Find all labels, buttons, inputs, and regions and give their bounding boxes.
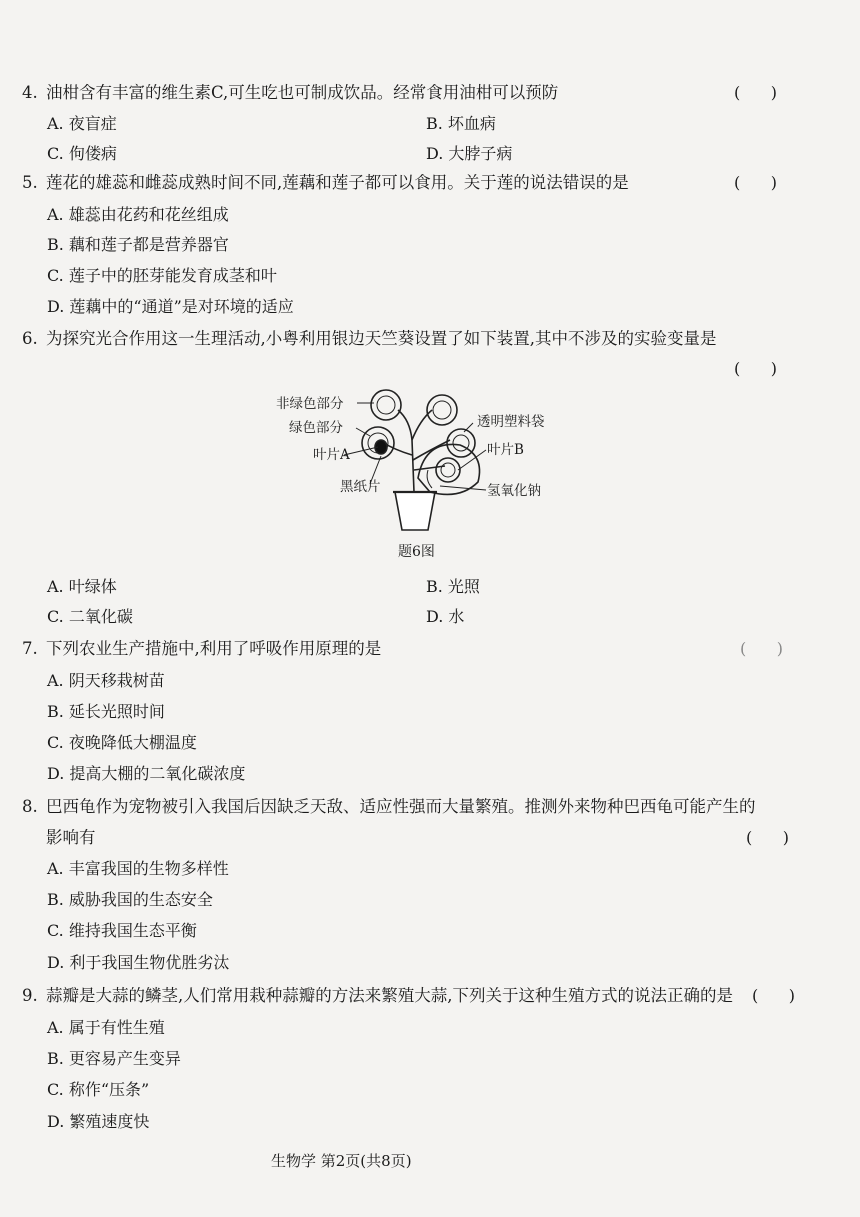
label-leaf-a: 叶片A	[313, 447, 350, 463]
answer-paren: ( )	[752, 986, 795, 1005]
question-text: 巴西龟作为宠物被引入我国后因缺乏天敌、适应性强而大量繁殖。推测外来物种巴西龟可能产生的	[46, 797, 756, 816]
option-a: A. 丰富我国的生物多样性	[47, 859, 229, 878]
option-a: A. 阴天移栽树苗	[47, 671, 165, 690]
question-text: 下列农业生产措施中,利用了呼吸作用原理的是	[46, 639, 382, 658]
question-8-stem-line2: 影响有	[46, 828, 96, 847]
option-c: C. 佝偻病	[47, 144, 117, 163]
question-number: 7.	[22, 639, 38, 658]
option-a: A. 雄蕊由花药和花丝组成	[47, 205, 229, 224]
option-d: D. 大脖子病	[426, 144, 513, 163]
question-8-stem	[22, 796, 756, 818]
option-d: D. 水	[426, 607, 465, 626]
page-footer: 生物学 第2页(共8页)	[271, 1152, 412, 1170]
answer-paren: ( )	[740, 639, 783, 658]
label-black-paper: 黑纸片	[340, 479, 381, 495]
answer-paren: ( )	[746, 828, 789, 847]
question-number: 5.	[22, 173, 38, 192]
question-9-stem	[22, 985, 733, 1007]
option-b: B. 光照	[426, 577, 480, 596]
option-a: A. 叶绿体	[47, 577, 117, 596]
question-7-stem	[22, 638, 381, 660]
label-leaf-b: 叶片B	[487, 442, 524, 458]
answer-paren: ( )	[734, 359, 777, 378]
option-c: C. 莲子中的胚芽能发育成茎和叶	[47, 266, 277, 285]
option-d: D. 提高大棚的二氧化碳浓度	[47, 764, 246, 783]
flower-pot	[395, 492, 435, 530]
option-b: B. 藕和莲子都是营养器官	[47, 235, 229, 254]
label-non-green: 非绿色部分	[276, 396, 344, 412]
option-c: C. 维持我国生态平衡	[47, 921, 197, 940]
option-c: C. 二氧化碳	[47, 607, 133, 626]
option-a: A. 夜盲症	[47, 114, 117, 133]
answer-paren: ( )	[734, 173, 777, 192]
option-b: B. 延长光照时间	[47, 702, 165, 721]
label-naoh: 氢氧化钠	[487, 483, 541, 499]
option-d: D. 繁殖速度快	[47, 1112, 150, 1131]
option-c: C. 夜晚降低大棚温度	[47, 733, 197, 752]
question-number: 9.	[22, 986, 38, 1005]
question-text: 蒜瓣是大蒜的鳞茎,人们常用栽种蒜瓣的方法来繁殖大蒜,下列关于这种生殖方式的说法正确的是	[46, 986, 733, 1005]
leaf-top-left	[371, 390, 401, 420]
option-d: D. 莲藕中的“通道”是对环境的适应	[47, 297, 294, 316]
question-number: 4.	[22, 83, 38, 102]
answer-paren: ( )	[734, 83, 777, 102]
leaf-b	[436, 458, 460, 482]
label-green: 绿色部分	[289, 420, 343, 436]
question-number: 8.	[22, 797, 38, 816]
option-a: A. 属于有性生殖	[47, 1018, 165, 1037]
option-b: B. 威胁我国的生态安全	[47, 890, 213, 909]
figure-caption: 题6图	[398, 544, 435, 560]
option-c: C. 称作“压条”	[47, 1080, 150, 1099]
question-text: 为探究光合作用这一生理活动,小粤利用银边天竺葵设置了如下装置,其中不涉及的实验变量是	[46, 329, 717, 348]
leaf-right	[447, 429, 475, 457]
question-text: 莲花的雄蕊和雌蕊成熟时间不同,莲藕和莲子都可以食用。关于莲的说法错误的是	[46, 173, 629, 192]
option-b: B. 更容易产生变异	[47, 1049, 181, 1068]
label-plastic-bag: 透明塑料袋	[477, 414, 545, 430]
option-d: D. 利于我国生物优胜劣汰	[47, 953, 230, 972]
option-b: B. 坏血病	[426, 114, 496, 133]
question-number: 6.	[22, 329, 38, 348]
question-text: 油柑含有丰富的维生素C,可生吃也可制成饮品。经常食用油柑可以预防	[46, 83, 559, 102]
